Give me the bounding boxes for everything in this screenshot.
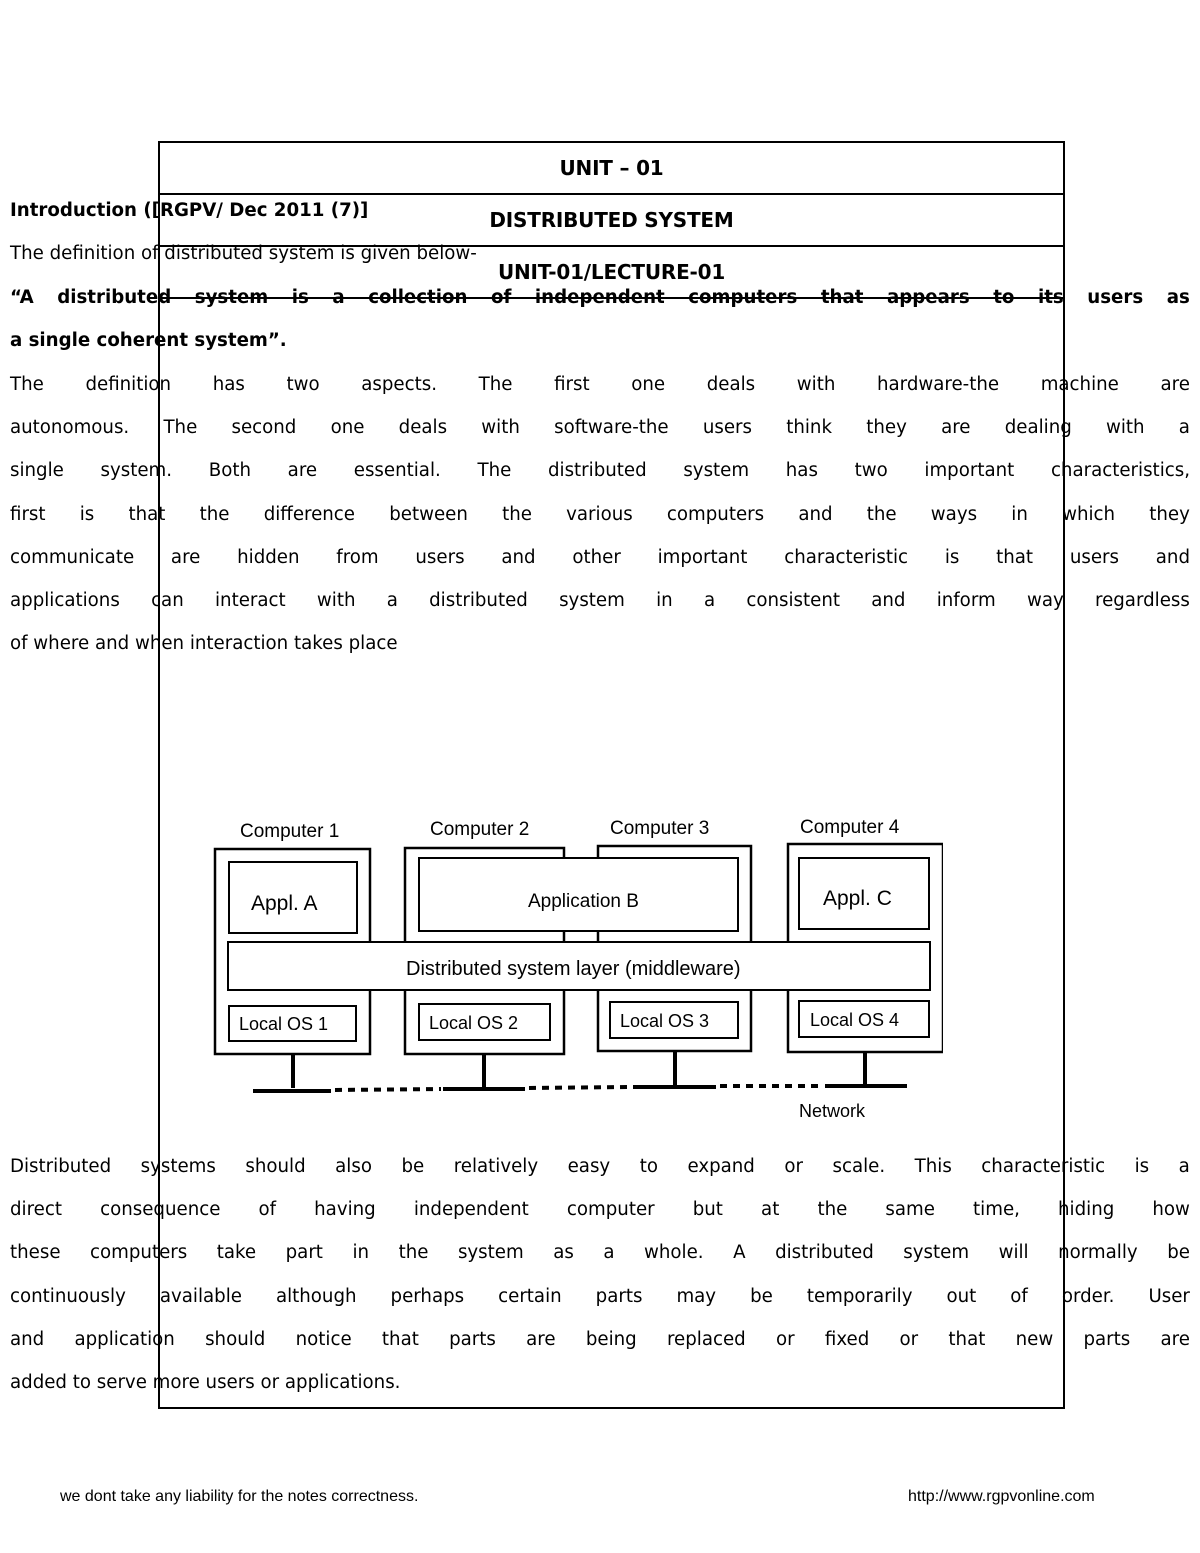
word: are xyxy=(170,547,201,568)
word: are xyxy=(941,417,971,438)
word: that xyxy=(996,547,1034,568)
word: users xyxy=(415,547,465,568)
word: and xyxy=(1155,547,1190,568)
footer-url[interactable]: http://www.rgpvonline.com xyxy=(908,1488,1095,1505)
word: is xyxy=(291,287,309,308)
word: in xyxy=(352,1242,370,1263)
word: same xyxy=(885,1199,935,1220)
unit-title: UNIT – 01 xyxy=(160,143,1063,195)
word: system xyxy=(683,460,750,481)
word: first xyxy=(554,374,590,395)
word: other xyxy=(572,547,621,568)
word: are xyxy=(1160,1329,1190,1350)
word: communicate xyxy=(10,547,135,568)
footer-disclaimer: we dont take any liability for the notes correctness. xyxy=(60,1488,419,1505)
word: a xyxy=(1178,417,1190,438)
word: computers xyxy=(666,504,765,525)
word: appears xyxy=(886,287,970,308)
word: how xyxy=(1152,1199,1190,1220)
definition-quote-line-1 xyxy=(10,285,1190,311)
word: that xyxy=(128,504,166,525)
word: be xyxy=(750,1286,773,1307)
word: definition xyxy=(85,374,172,395)
word: available xyxy=(159,1286,242,1307)
word: that xyxy=(948,1329,986,1350)
word: be xyxy=(1167,1242,1190,1263)
word: think xyxy=(786,417,832,438)
word: notice xyxy=(295,1329,352,1350)
word: in xyxy=(1011,504,1028,525)
word: parts xyxy=(449,1329,496,1350)
word: of xyxy=(490,287,512,308)
word: parts xyxy=(1083,1329,1131,1350)
word: with xyxy=(1105,417,1145,438)
network-dashes xyxy=(335,1089,441,1090)
word: part xyxy=(285,1242,323,1263)
word: be xyxy=(401,1156,425,1177)
local-os-1-label: Local OS 1 xyxy=(239,1014,329,1034)
word: take xyxy=(216,1242,257,1263)
word: with xyxy=(316,590,356,611)
word: a xyxy=(603,1242,615,1263)
word: various xyxy=(566,504,633,525)
word: certain xyxy=(498,1286,562,1307)
word: is xyxy=(1134,1156,1150,1177)
word: distributed xyxy=(775,1242,874,1263)
word: whole. xyxy=(644,1242,704,1263)
word: User xyxy=(1148,1286,1190,1307)
word: will xyxy=(998,1242,1029,1263)
word: as xyxy=(1166,287,1190,308)
word: autonomous. xyxy=(10,417,130,438)
word: order. xyxy=(1061,1286,1115,1307)
word: hardware-the xyxy=(876,374,1000,395)
word: the xyxy=(199,504,230,525)
word: Both xyxy=(208,460,251,481)
word: computer xyxy=(566,1199,655,1220)
word: second xyxy=(231,417,297,438)
word: easy xyxy=(567,1156,611,1177)
paragraph-2-line xyxy=(10,1284,1190,1310)
word: is xyxy=(79,504,95,525)
computer-2-label: Computer 2 xyxy=(430,819,530,840)
word: should xyxy=(245,1156,306,1177)
word: they xyxy=(866,417,907,438)
word: having xyxy=(314,1199,376,1220)
middleware-label: Distributed system layer (middleware) xyxy=(406,958,741,980)
word: the xyxy=(398,1242,429,1263)
word: may xyxy=(676,1286,717,1307)
word: application xyxy=(74,1329,175,1350)
network-dashes xyxy=(529,1087,631,1088)
computer-4-label: Computer 4 xyxy=(800,818,900,838)
word: a xyxy=(1178,1156,1190,1177)
paragraph-1-line xyxy=(10,372,1190,398)
word: with xyxy=(796,374,836,395)
network-label: Network xyxy=(799,1101,866,1121)
word: that xyxy=(381,1329,419,1350)
subject-title: DISTRIBUTED SYSTEM xyxy=(160,195,1063,247)
word: to xyxy=(639,1156,658,1177)
word: systems xyxy=(140,1156,216,1177)
word: This xyxy=(914,1156,952,1177)
word: direct xyxy=(10,1199,62,1220)
word: consequence xyxy=(100,1199,221,1220)
word: system xyxy=(194,287,269,308)
word: the xyxy=(866,504,897,525)
word: with xyxy=(481,417,520,438)
word: hiding xyxy=(1058,1199,1115,1220)
word: The xyxy=(10,374,44,395)
word: users xyxy=(702,417,752,438)
application-b-label: Application B xyxy=(528,891,639,912)
word: fixed xyxy=(824,1329,870,1350)
word: from xyxy=(336,547,379,568)
paragraph-2-line xyxy=(10,1154,1190,1180)
word: although xyxy=(275,1286,357,1307)
word: can xyxy=(151,590,184,611)
word: has xyxy=(785,460,818,481)
word: are xyxy=(526,1329,556,1350)
word: scale. xyxy=(832,1156,886,1177)
word: computers xyxy=(688,287,798,308)
word: software-the xyxy=(554,417,669,438)
word: and xyxy=(10,1329,45,1350)
paragraph-2-line: added to serve more users or applications. xyxy=(10,1372,401,1393)
paragraph-1-line xyxy=(10,458,1190,484)
word: interact xyxy=(214,590,286,611)
word: also xyxy=(335,1156,372,1177)
word: a xyxy=(332,287,345,308)
word: “A xyxy=(10,287,34,308)
paragraph-2-line xyxy=(10,1240,1190,1266)
word: two xyxy=(286,374,320,395)
appl-a-label: Appl. A xyxy=(251,892,318,915)
word: or xyxy=(784,1156,803,1177)
word: has xyxy=(212,374,245,395)
word: system xyxy=(559,590,625,611)
word: should xyxy=(205,1329,266,1350)
word: is xyxy=(944,547,960,568)
word: of xyxy=(1010,1286,1028,1307)
word: way xyxy=(1026,590,1064,611)
word: temporarily xyxy=(806,1286,913,1307)
word: system xyxy=(457,1242,524,1263)
word: and xyxy=(501,547,536,568)
word: deals xyxy=(398,417,448,438)
paragraph-2-line xyxy=(10,1327,1190,1353)
word: these xyxy=(10,1242,61,1263)
word: in xyxy=(656,590,673,611)
word: at xyxy=(761,1199,780,1220)
word: dealing xyxy=(1004,417,1072,438)
word: are xyxy=(1160,374,1190,395)
appl-c-label: Appl. C xyxy=(823,887,892,910)
word: machine xyxy=(1040,374,1119,395)
word: two xyxy=(854,460,888,481)
word: new xyxy=(1015,1329,1054,1350)
paragraph-1-line xyxy=(10,545,1190,571)
word: or xyxy=(775,1329,795,1350)
word: important xyxy=(657,547,748,568)
word: or xyxy=(899,1329,919,1350)
word: between xyxy=(389,504,468,525)
word: The xyxy=(477,460,512,481)
word: system xyxy=(903,1242,970,1263)
word: independent xyxy=(534,287,665,308)
computer-3-label: Computer 3 xyxy=(610,818,710,839)
word: characteristic xyxy=(981,1156,1106,1177)
paragraph-1-line xyxy=(10,502,1190,528)
section-heading: Introduction ([RGPV/ Dec 2011 (7)] xyxy=(10,200,369,221)
word: important xyxy=(924,460,1015,481)
paragraph-1-line xyxy=(10,588,1190,614)
distributed-system-diagram xyxy=(213,818,943,1126)
word: and xyxy=(798,504,833,525)
word: distributed xyxy=(547,460,647,481)
word: deals xyxy=(706,374,756,395)
word: one xyxy=(631,374,666,395)
word: A xyxy=(733,1242,746,1263)
local-os-2-label: Local OS 2 xyxy=(429,1013,519,1033)
word: the xyxy=(502,504,532,525)
word: hidden xyxy=(237,547,300,568)
word: time, xyxy=(973,1199,1020,1220)
word: expand xyxy=(687,1156,755,1177)
word: its xyxy=(1037,287,1064,308)
word: normally xyxy=(1058,1242,1138,1263)
word: system. xyxy=(100,460,173,481)
word: of xyxy=(258,1199,277,1220)
word: Distributed xyxy=(10,1156,112,1177)
word: applications xyxy=(10,590,120,611)
definition-intro: The definition of distributed system is given below- xyxy=(10,243,477,264)
paragraph-2-line xyxy=(10,1197,1190,1223)
computer-1-label: Computer 1 xyxy=(240,821,340,842)
local-os-4-label: Local OS 4 xyxy=(810,1010,900,1030)
word: consistent xyxy=(746,590,840,611)
word: continuously xyxy=(10,1286,126,1307)
word: computers xyxy=(90,1242,188,1263)
word: being xyxy=(585,1329,637,1350)
word: inform xyxy=(936,590,996,611)
word: to xyxy=(993,287,1015,308)
word: they xyxy=(1149,504,1190,525)
word: a xyxy=(386,590,398,611)
word: difference xyxy=(263,504,355,525)
definition-quote-line-2: a single coherent system”. xyxy=(10,330,287,351)
word: replaced xyxy=(666,1329,746,1350)
word: distributed xyxy=(429,590,528,611)
word: are xyxy=(287,460,318,481)
word: relatively xyxy=(453,1156,539,1177)
word: aspects. xyxy=(361,374,437,395)
word: perhaps xyxy=(390,1286,465,1307)
local-os-3-label: Local OS 3 xyxy=(620,1011,710,1031)
word: as xyxy=(553,1242,574,1263)
word: a xyxy=(703,590,716,611)
word: collection xyxy=(368,287,468,308)
word: parts xyxy=(595,1286,643,1307)
word: users xyxy=(1069,547,1119,568)
word: The xyxy=(478,374,513,395)
word: first xyxy=(10,504,46,525)
word: essential. xyxy=(353,460,441,481)
word: one xyxy=(330,417,365,438)
word: regardless xyxy=(1095,590,1190,611)
word: ways xyxy=(930,504,978,525)
word: characteristic xyxy=(784,547,909,568)
word: distributed xyxy=(57,287,172,308)
lecture-title: UNIT-01/LECTURE-01 xyxy=(160,247,1063,299)
word: out xyxy=(946,1286,977,1307)
word: users xyxy=(1087,287,1144,308)
word: but xyxy=(692,1199,723,1220)
word: characteristics, xyxy=(1050,460,1190,481)
word: independent xyxy=(413,1199,529,1220)
word: single xyxy=(10,460,64,481)
word: and xyxy=(871,590,906,611)
word: the xyxy=(817,1199,848,1220)
paragraph-1-line xyxy=(10,415,1190,441)
paragraph-1-line: of where and when interaction takes place xyxy=(10,633,398,654)
word: that xyxy=(820,287,864,308)
word: The xyxy=(163,417,198,438)
word: which xyxy=(1062,504,1116,525)
